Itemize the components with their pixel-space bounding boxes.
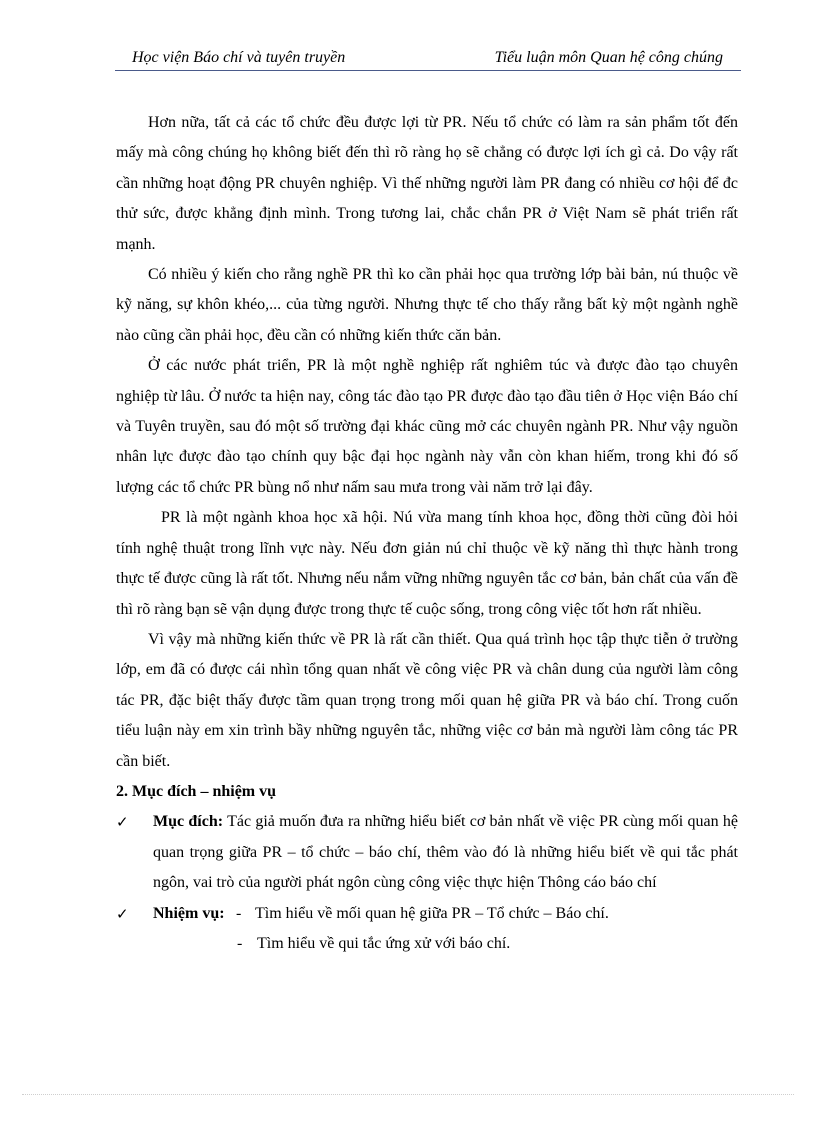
document-body bbox=[116, 108, 738, 959]
purpose-item bbox=[116, 807, 738, 898]
task-dash: - bbox=[236, 904, 242, 922]
page-header bbox=[115, 48, 741, 71]
paragraph-1: Hơn nữa, tất cả các tổ chức đều được lợi từ PR. Nếu tổ chức có làm ra sản phẩm tốt đến mấy mà công chúng họ không biết đến thì rõ ràng họ sẽ chẳng có được lợi ích gì cả. Do vậy rất cần những hoạt động PR chuyên nghiệp. Vì thế những người làm PR đang có nhiều cơ hội để đc thử sức, được khẳng định mình. Trong tương lai, chắc chắn PR ở Việt Nam sẽ phát triển rất mạnh. bbox=[116, 114, 738, 253]
task-item-2 bbox=[116, 929, 738, 959]
paragraph-5: Vì vậy mà những kiến thức về PR là rất cần thiết. Qua quá trình học tập thực tiễn ở trường lớp, em đã có được cái nhìn tổng quan nhất về công việc PR và chân dung của người làm công tác PR, đặc biệt thấy được tầm quan trọng trong mối quan hệ giữa PR và báo chí. Trong cuốn tiểu luận này em xin trình bầy những nguyên tắc, những việc cơ bản mà người làm công tác PR cần biết. bbox=[116, 630, 738, 770]
paragraph-3: Ở các nước phát triển, PR là một nghề nghiệp rất nghiêm túc và được đào tạo chuyên nghiệp từ lâu. Ở nước ta hiện nay, công tác đào tạo PR được đào tạo đầu tiên ở Học viện Báo chí và Tuyên truyền, sau đó một số trường đại khác cũng mở các chuyên ngành PR. Như vậy nguồn nhân lực được đào tạo chính quy bậc đại học ngành này vẫn còn khan hiếm, trong khi đó số lượng các tổ chức PR bùng nổ như nấm sau mưa trong vài năm trở lại đây. bbox=[116, 357, 738, 496]
task-text-2: Tìm hiểu về qui tắc ứng xử với báo chí. bbox=[257, 934, 511, 952]
task-dash: - bbox=[237, 934, 243, 952]
check-icon: ✓ bbox=[116, 813, 129, 832]
check-icon: ✓ bbox=[116, 904, 129, 923]
paragraph-4: PR là một ngành khoa học xã hội. Nú vừa mang tính khoa học, đồng thời cũng đòi hỏi tính nghệ thuật trong lĩnh vực này. Nếu đơn giản nú chỉ thuộc về kỹ năng thì thực hành trong thực tế được cũng là rất tốt. Nhưng nếu nắm vững những nguyên tắc cơ bản, bản chất của vấn đề thì rõ ràng bạn sẽ vận dụng được trong thực tế cuộc sống, trong công việc tốt hơn rất nhiều. bbox=[116, 509, 738, 618]
task-label: Nhiệm vụ: bbox=[153, 904, 225, 922]
purpose-label: Mục đích: bbox=[153, 813, 224, 831]
task-text-1: Tìm hiểu về mối quan hệ giữa PR – Tổ chức – Báo chí. bbox=[255, 904, 609, 922]
paragraph-2: Có nhiều ý kiến cho rằng nghề PR thì ko cần phải học qua trường lớp bài bản, nú thuộc về kỹ năng, sự khôn khéo,... của từng người. Nhưng thực tế cho thấy rằng bất kỳ một ngành nghề nào cũng cần phải học, đều cần có những kiến thức căn bản. bbox=[116, 266, 738, 344]
page-bottom-divider bbox=[22, 1094, 794, 1095]
purpose-text: Tác giả muốn đưa ra những hiểu biết cơ bản nhất về việc PR cùng mối quan hệ quan trọng giữa PR – tổ chức – báo chí, thêm vào đó là những hiểu biết về qui tắc phát ngôn, vai trò của người phát ngôn cùng công việc thực hiện Thông cáo báo chí bbox=[153, 813, 738, 892]
task-item bbox=[116, 899, 738, 929]
section-heading: 2. Mục đích – nhiệm vụ bbox=[116, 782, 277, 800]
header-left-title: Học viện Báo chí và tuyên truyền bbox=[132, 49, 346, 66]
header-right-title: Tiểu luận môn Quan hệ công chúng bbox=[494, 49, 723, 66]
